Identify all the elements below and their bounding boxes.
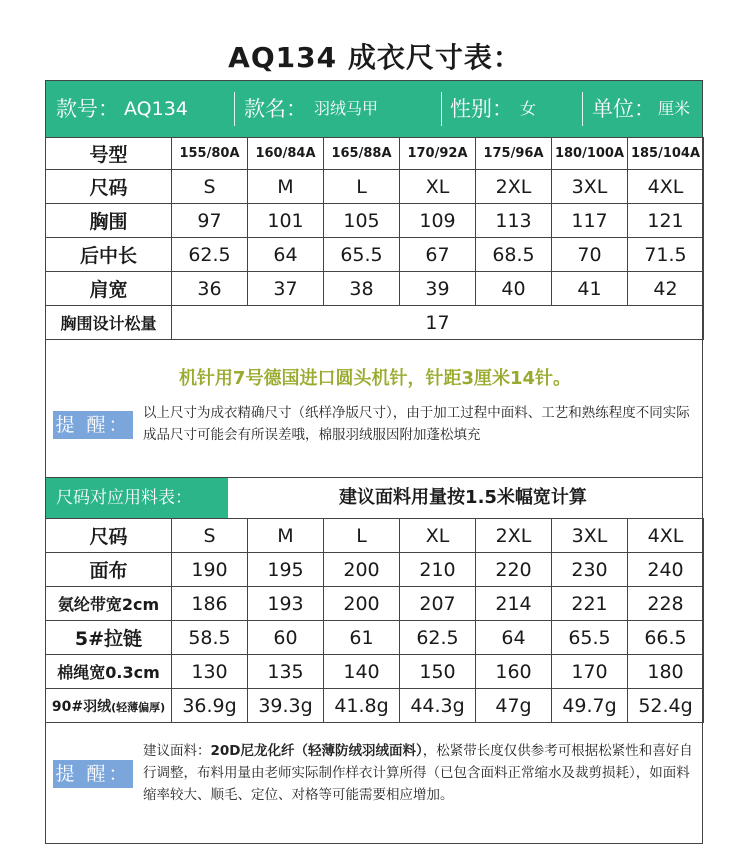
table-cell: 3XL <box>552 170 628 204</box>
table-cell: 49.7g <box>552 689 628 723</box>
reminder-text-prefix: 建议面料： <box>143 743 211 759</box>
table-cell: 66.5 <box>628 621 704 655</box>
row-label-note: (轻薄偏厚) <box>111 700 166 714</box>
table-cell: 38 <box>324 272 400 306</box>
table-cell: 42 <box>628 272 704 306</box>
table-cell: 195 <box>248 553 324 587</box>
table-cell: M <box>248 519 324 553</box>
reminder-badge: 提 醒： <box>53 760 133 788</box>
table-cell: 190 <box>172 553 248 587</box>
row-label <box>46 689 172 723</box>
table-cell: 3XL <box>552 519 628 553</box>
header-separator <box>441 92 442 126</box>
table-cell: 2XL <box>476 519 552 553</box>
table-cell: 60 <box>248 621 324 655</box>
row-label: 氨纶带宽2cm <box>46 587 172 621</box>
material-table <box>45 518 704 723</box>
table-cell: 68.5 <box>476 238 552 272</box>
gender-value: 女 <box>520 99 537 118</box>
table-cell: 97 <box>172 204 248 238</box>
table-cell: 62.5 <box>172 238 248 272</box>
table-row <box>46 306 704 340</box>
table-cell: 4XL <box>628 519 704 553</box>
table-cell: 200 <box>324 587 400 621</box>
table-row <box>46 238 704 272</box>
table-cell: 180 <box>628 655 704 689</box>
size-code-cell: 155/80A <box>172 138 248 170</box>
table-cell: L <box>324 519 400 553</box>
table-cell: S <box>172 519 248 553</box>
needle-note: 机针用7号德国进口圆头机针，针距3厘米14针。 <box>178 368 572 389</box>
table-cell: 41 <box>552 272 628 306</box>
size-code-cell: 185/104A <box>628 138 704 170</box>
table-cell: 2XL <box>476 170 552 204</box>
row-label: 肩宽 <box>46 272 172 306</box>
style-value: AQ134 <box>124 98 188 120</box>
table-cell: 67 <box>400 238 476 272</box>
size-code-cell: 160/84A <box>248 138 324 170</box>
row-label: 尺码 <box>46 519 172 553</box>
table-cell: S <box>172 170 248 204</box>
unit-label: 单位： <box>592 97 655 121</box>
table-cell: 36 <box>172 272 248 306</box>
table-cell: 200 <box>324 553 400 587</box>
table-cell: 240 <box>628 553 704 587</box>
table-cell: 65.5 <box>552 621 628 655</box>
table-cell: 109 <box>400 204 476 238</box>
table-cell: 41.8g <box>324 689 400 723</box>
size-code-cell: 165/88A <box>324 138 400 170</box>
table-cell: 186 <box>172 587 248 621</box>
table-cell: 220 <box>476 553 552 587</box>
size-code-cell: 175/96A <box>476 138 552 170</box>
gender-label: 性别： <box>450 97 513 121</box>
reminder-text-rest: ，松紧带长度仅供参考可根据松紧性和喜好自行调整，布料用量由老师实际制作样衣计算所得（已包含面料正常缩水及裁剪损耗），如面料缩率较大、顺毛、定位、对格等可能需要相应增加。 <box>143 743 693 803</box>
table-cell: 140 <box>324 655 400 689</box>
table-cell: 58.5 <box>172 621 248 655</box>
table-cell: 170 <box>552 655 628 689</box>
table-cell: 210 <box>400 553 476 587</box>
table-cell: 101 <box>248 204 324 238</box>
table-row <box>46 621 704 655</box>
ease-value: 17 <box>172 306 704 340</box>
table-cell: 117 <box>552 204 628 238</box>
table-cell: 65.5 <box>324 238 400 272</box>
table-cell: 44.3g <box>400 689 476 723</box>
table-row <box>46 689 704 723</box>
reminder-text: 以上尺寸为成衣精确尺寸（纸样净版尺寸），由于加工过程中面料、工艺和熟练程度不同实际成品尺寸可能会有所误差哦，棉服羽绒服因附加蓬松填充 <box>143 405 690 443</box>
table-row <box>46 519 704 553</box>
row-label: 胸围 <box>46 204 172 238</box>
table-cell: 105 <box>324 204 400 238</box>
table-row <box>46 138 704 170</box>
table-cell: XL <box>400 519 476 553</box>
size-code-cell: 180/100A <box>552 138 628 170</box>
table-cell: 40 <box>476 272 552 306</box>
row-label: 胸围设计松量 <box>46 306 172 340</box>
table-cell: 52.4g <box>628 689 704 723</box>
table-cell: XL <box>400 170 476 204</box>
table-cell: 62.5 <box>400 621 476 655</box>
table-cell: 121 <box>628 204 704 238</box>
table-cell: L <box>324 170 400 204</box>
table-cell: 37 <box>248 272 324 306</box>
table-cell: 207 <box>400 587 476 621</box>
table-cell: 113 <box>476 204 552 238</box>
table-cell: 160 <box>476 655 552 689</box>
style-label: 款号： <box>56 97 119 121</box>
table-row <box>46 655 704 689</box>
table-cell: 61 <box>324 621 400 655</box>
table-cell: 130 <box>172 655 248 689</box>
size-code-cell: 170/92A <box>400 138 476 170</box>
table-cell: 70 <box>552 238 628 272</box>
reminder-badge: 提 醒： <box>53 411 133 439</box>
material-section-label: 尺码对应用料表： <box>46 478 228 518</box>
row-label: 棉绳宽0.3cm <box>46 655 172 689</box>
name-value: 羽绒马甲 <box>314 99 379 118</box>
table-cell: 64 <box>476 621 552 655</box>
table-row <box>46 553 704 587</box>
unit-value: 厘米 <box>658 99 691 118</box>
table-cell: 214 <box>476 587 552 621</box>
table-row <box>46 272 704 306</box>
row-label: 5#拉链 <box>46 621 172 655</box>
table-cell: 36.9g <box>172 689 248 723</box>
table-cell: 230 <box>552 553 628 587</box>
reminder-text <box>143 740 695 806</box>
table-cell: M <box>248 170 324 204</box>
table-cell: 228 <box>628 587 704 621</box>
table-cell: 64 <box>248 238 324 272</box>
table-cell: 71.5 <box>628 238 704 272</box>
table-row <box>46 204 704 238</box>
table-cell: 47g <box>476 689 552 723</box>
size-table <box>45 137 704 340</box>
table-cell: 39.3g <box>248 689 324 723</box>
header-separator <box>582 92 583 126</box>
table-cell: 221 <box>552 587 628 621</box>
row-label-main: 90#羽绒 <box>51 698 112 715</box>
material-section-note: 建议面料用量按1.5米幅宽计算 <box>339 487 587 508</box>
header-separator <box>234 92 235 126</box>
row-label: 面布 <box>46 553 172 587</box>
table-cell: 135 <box>248 655 324 689</box>
table-row <box>46 587 704 621</box>
table-cell: 39 <box>400 272 476 306</box>
table-row <box>46 170 704 204</box>
row-label: 号型 <box>46 138 172 170</box>
row-label: 后中长 <box>46 238 172 272</box>
table-cell: 4XL <box>628 170 704 204</box>
table-cell: 150 <box>400 655 476 689</box>
name-label: 款名： <box>244 97 307 121</box>
row-label: 尺码 <box>46 170 172 204</box>
header-bar <box>46 81 702 137</box>
table-cell: 193 <box>248 587 324 621</box>
reminder-fabric-highlight: 20D尼龙化纤（轻薄防绒羽绒面料） <box>210 743 423 759</box>
page-title: AQ134 成衣尺寸表： <box>228 41 522 74</box>
